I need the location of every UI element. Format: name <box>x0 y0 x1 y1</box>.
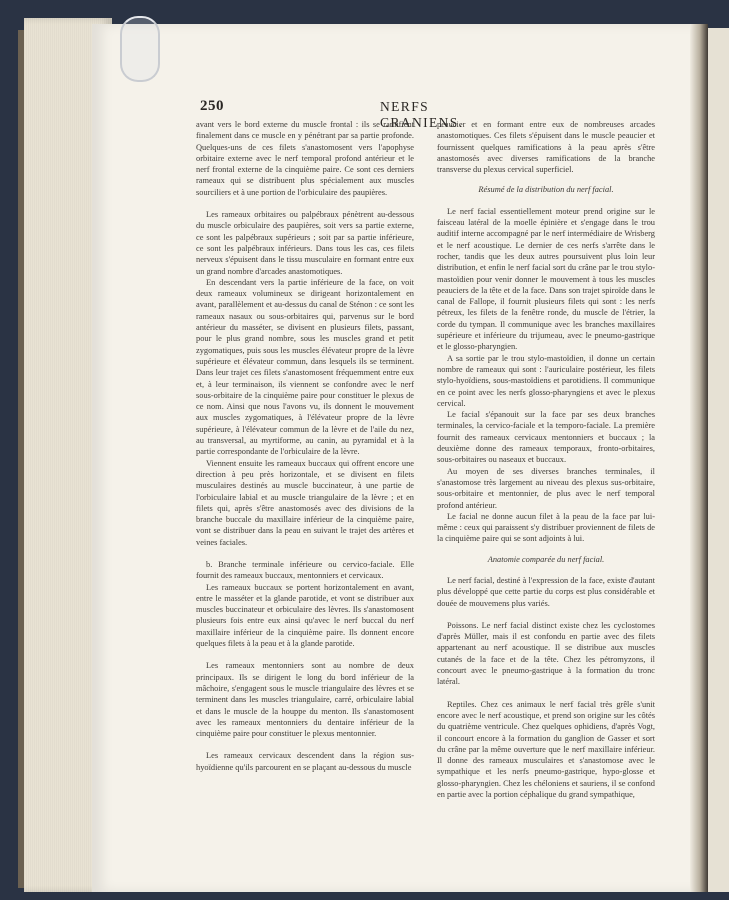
paragraph: Viennent ensuite les rameaux buccaux qui offrent encore une direction à peu près horizontale, et se divisent en filets musculaires destinés au muscle buccinateur, à une partie de l'orbiculaire labial et au muscle triangulaire de la lèvre ; et en filets qui, après s'être anastomosés avec des divisions de la branche buccale du maxillaire inférieur de la cinquième paire, vont se distribuer dans la peau en suivant le trajet des artères et veines faciales. <box>196 458 414 547</box>
section-heading: Anatomie comparée du nerf facial. <box>487 554 605 564</box>
paper-clip-icon <box>120 16 160 82</box>
paragraph: peaucier et en formant entre eux de nombreuses arcades anastomotiques. Ces filets s'épuisent dans le muscle peaucier et fournissent quelques ramifications à la peau après s'être anastomosés avec diverses ramifications de la branche transverse du plexus cervical superficiel. <box>437 120 655 175</box>
paragraph: Au moyen de ses diverses branches terminales, il s'anastomose très largement au niveau des plexus sus-orbitaire, sous-orbitaire et mentonnier, de plus avec le nerf temporal profond antérieur. <box>437 466 655 510</box>
page-number: 250 <box>200 98 224 114</box>
section-heading: Résumé de la distribution du nerf facial. <box>478 185 614 195</box>
paragraph: En descendant vers la partie inférieure de la face, on voit deux rameaux volumineux se dirigeant horizontalement en avant, parallèlement et au-dessus du canal de Sténon : ce sont les rameaux nasaux ou sous-orbitaires qui, parvenus sur le bord antérieur du masséter, se divisent en plusieurs filets, passant, pour le plus grand nombre, sous les muscles grand et petit zygomatiques, puis sous les muscles élévateur propre de la lèvre supérieure et élévateur commun, dans lesquels ils se terminent. Dans leur trajet ces filets s'anastomosent fréquemment entre eux et, à leur terminaison, ils viennent se confondre avec le nerf sous-orbitaire de la cinquième paire pour constituer le plexus de ce nom. Ainsi que nous l'avons vu, ils donnent le mouvement aux muscles zygomatiques, à l'élévateur propre de la lèvre supérieure, à l'élévateur commun de la lèvre et de l'aile du nez, au transversal, au myrtiforme, au canin, au pyramidal et à la partie correspondante de l'orbiculaire de la lèvre. <box>196 277 414 457</box>
right-column <box>437 119 655 800</box>
facing-page-edge <box>708 28 729 892</box>
paragraph: A sa sortie par le trou stylo-mastoïdien, il donne un certain nombre de rameaux qui sont : l'auriculaire postérieur, les filets stylo-hyoïdiens, sous-mastoïdiens et parotidiens. Il communique en ce point avec les nerfs glosso-pharyngiens et avec le plexus cervical. <box>437 353 655 408</box>
paragraph: Les rameaux orbitaires ou palpébraux pénètrent au-dessous du muscle orbiculaire des paupières, soit vers sa partie externe, ce sont les palpébraux supérieurs ; soit par sa partie inférieure, ce sont les palpébraux inférieurs. Dans tous les cas, ces filets nerveux s'épuisent dans le tissu musculaire en formant entre eux un grand nombre d'arcades anastomotiques. <box>196 210 414 276</box>
paragraph: avant vers le bord externe du muscle frontal : ils se ramifient finalement dans ce muscle en y pénétrant par sa partie profonde. Quelques-uns de ces filets s'anastomosent vers l'apophyse orbitaire externe avec le nerf temporal profond antérieur et le nerf frontal externe de la cinquième paire. Ce sont ces derniers rameaux qui se distribuent plus spécialement aux muscles sourciliers et à une portion de l'orbiculaire des paupières. <box>196 120 414 197</box>
paragraph: Les rameaux cervicaux descendent dans la région sus-hyoïdienne qu'ils parcourent en se plaçant au-dessous du muscle <box>196 751 414 772</box>
running-header <box>200 98 490 130</box>
paragraph: Les rameaux buccaux se portent horizontalement en avant, entre le masséter et la glande parotide, et vont se distribuer aux muscles buccinateur et orbiculaire des lèvres. Ils s'anastomosent plusieurs fois entre eux ainsi qu'avec le nerf buccal du nerf maxillaire inférieur de la cinquième paire. Ils donnent encore quelques filets à la peau et à la glande parotide. <box>196 582 414 649</box>
paragraph: b. Branche terminale inférieure ou cervico-faciale. Elle fournit des rameaux buccaux, mentonniers et cervicaux. <box>196 559 414 581</box>
paragraph: Le nerf facial essentiellement moteur prend origine sur le faisceau latéral de la moelle épinière et s'engage dans le trou auditif interne accompagné par le nerf intermédiaire de Wrisberg et le nerf acoustique. Le dernier de ces nerfs s'arrête dans le rocher, tandis que les deux autres poursuivent plus loin leur distribution, et enfin le nerf facial sort du crâne par le trou stylo-mastoïdien pour venir donner le mouvement à tous les muscles peauciers de la tête et de la face. Dans son trajet spiroïde dans le canal de Fallope, il fournit plusieurs filets qui sont : les nerfs pétreux, les filets de la fenêtre ronde, du muscle de l'étrier, la corde du tympan. Il communique avec les branches maxillaires supérieure et inférieure du trijumeau, avec le pneumo-gastrique et le glosso-pharyngien. <box>437 206 655 352</box>
paragraph: Le facial s'épanouit sur la face par ses deux branches terminales, la cervico-faciale et la temporo-faciale. La première fournit des rameaux cervicaux mentonniers et buccaux ; la deuxième donne des rameaux temporaux, fronto-orbitaires, sous-orbitaires ou naseaux et buccaux. <box>437 410 655 465</box>
gutter-shadow <box>690 24 708 892</box>
paragraph: Reptiles. Chez ces animaux le nerf facial très grêle s'unit encore avec le nerf acoustique, et prend son origine sur les côtés du quatrième ventricule. Chez quelques ophidiens, d'après Vogt, il concourt encore à la formation du ganglion de Gasser et sort du crâne par la même ouverture que le nerf maxillaire inférieur. Il donne des rameaux musculaires et s'anastomose avec le sympathique et les nerfs pneumo-gastrique, hypo-glosse et glosso-pharyngien. Chez les chéloniens et sauriens, il se confond en partie avec la portion céphalique du grand sympathique, <box>437 699 655 800</box>
paragraph: Les rameaux mentonniers sont au nombre de deux principaux. Ils se dirigent le long du bord inférieur de la mâchoire, s'engagent sous le muscle triangulaire des lèvres et se terminent dans les muscles triangulaire, carré, orbiculaire labial et dans le muscle de la houppe du menton. Ils s'anastomosent avec les rameaux mentonniers du dentaire inférieur de la cinquième paire pour constituer le plexus mentonnier. <box>196 661 414 739</box>
paragraph: Le facial ne donne aucun filet à la peau de la face par lui-même : ceux qui paraissent s'y distribuer proviennent de filets de la cinquième paire qui se sont adjoints à lui. <box>437 511 655 544</box>
running-title: NERFS CRANIENS. <box>380 99 464 130</box>
paragraph: Poissons. Le nerf facial distinct existe chez les cyclostomes d'après Müller, mais il est confondu en partie avec des filets appartenant au nerf acoustique. Il se distribue aux muscles cutanés de la face et de la tête. Chez les pétromyzons, il concourt avec le pneumo-gastrique à la formation du tronc latéral. <box>437 620 655 687</box>
paragraph: Le nerf facial, destiné à l'expression de la face, existe d'autant plus développé que cette partie du corps est plus considérable et douée de mouvemens plus variés. <box>437 575 655 608</box>
left-column <box>196 119 414 773</box>
